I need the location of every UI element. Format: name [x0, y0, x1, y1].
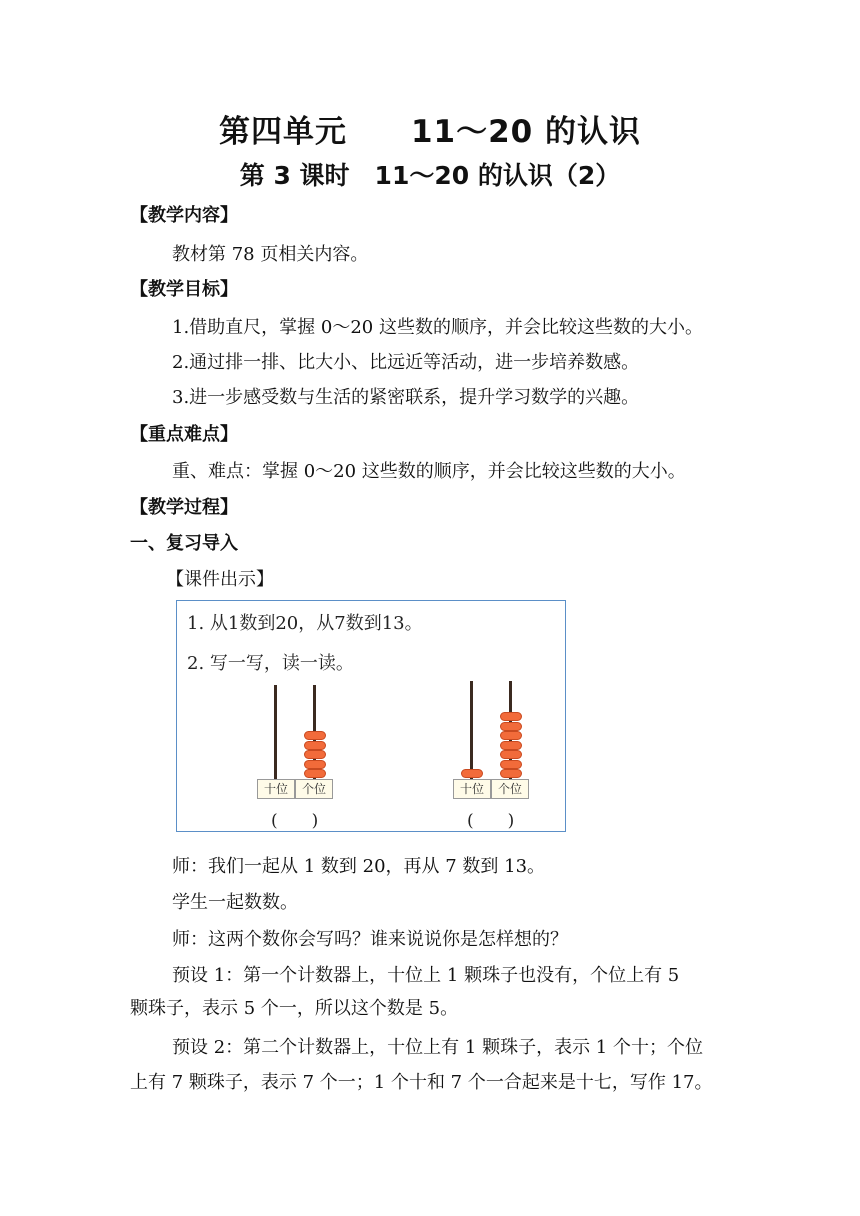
- dialog-line-3: 师：这两个数你会写吗？谁来说说你是怎样想的？: [172, 929, 568, 950]
- tens-place-label: 十位: [453, 779, 491, 799]
- ones-bead: [304, 741, 326, 750]
- courseware-label: 【课件出示】: [166, 569, 274, 590]
- answer-blank-1: ( ): [271, 811, 319, 831]
- unit-title: 第四单元 11～20 的认识: [218, 114, 642, 150]
- tens-bead: [461, 769, 483, 778]
- ones-bead: [500, 731, 522, 740]
- lesson-title: 第 3 课时 11～20 的认识（2）: [239, 161, 621, 190]
- goal-item-1: 1.借助直尺，掌握 0～20 这些数的顺序，并会比较这些数的大小。: [172, 317, 703, 338]
- ones-bead: [500, 712, 522, 721]
- answer-blank-2: ( ): [467, 811, 515, 831]
- goal-item-2: 2.通过排一排、比大小、比远近等活动，进一步培养数感。: [172, 352, 640, 373]
- question-2: 2. 写一写，读一读。: [187, 653, 354, 674]
- ones-bead: [500, 741, 522, 750]
- dialog-line-1: 师：我们一起从 1 数到 20，再从 7 数到 13。: [172, 856, 546, 877]
- ones-place-label: 个位: [295, 779, 333, 799]
- dialog-line-4a: 预设 1：第一个计数器上，十位上 1 颗珠子也没有，个位上有 5: [172, 965, 680, 986]
- dialog-line-2: 学生一起数数。: [172, 892, 298, 913]
- ones-bead: [304, 769, 326, 778]
- part-one-heading: 一、复习导入: [130, 533, 238, 554]
- ones-bead: [500, 760, 522, 769]
- teaching-goals-heading: 【教学目标】: [130, 279, 238, 300]
- question-1: 1. 从1数到20，从7数到13。: [187, 613, 423, 634]
- key-points-heading: 【重点难点】: [130, 424, 238, 445]
- teaching-content-text: 教材第 78 页相关内容。: [172, 244, 369, 265]
- ones-bead: [500, 750, 522, 759]
- ones-bead: [304, 750, 326, 759]
- ones-bead: [500, 769, 522, 778]
- key-points-text: 重、难点：掌握 0～20 这些数的顺序，并会比较这些数的大小。: [172, 461, 686, 482]
- goal-item-3: 3.进一步感受数与生活的紧密联系，提升学习数学的兴趣。: [172, 387, 640, 408]
- teaching-process-heading: 【教学过程】: [130, 497, 238, 518]
- courseware-box: [176, 600, 566, 832]
- tens-place-label: 十位: [257, 779, 295, 799]
- tens-rod: [274, 685, 277, 779]
- ones-place-label: 个位: [491, 779, 529, 799]
- ones-bead: [304, 760, 326, 769]
- dialog-line-4b: 颗珠子，表示 5 个一，所以这个数是 5。: [130, 998, 459, 1019]
- tens-rod: [470, 681, 473, 779]
- ones-bead: [500, 722, 522, 731]
- dialog-line-5b: 上有 7 颗珠子，表示 7 个一；1 个十和 7 个一合起来是十七，写作 17。: [130, 1072, 713, 1093]
- ones-bead: [304, 731, 326, 740]
- dialog-line-5a: 预设 2：第二个计数器上，十位上有 1 颗珠子，表示 1 个十；个位: [172, 1037, 703, 1058]
- teaching-content-heading: 【教学内容】: [130, 205, 238, 226]
